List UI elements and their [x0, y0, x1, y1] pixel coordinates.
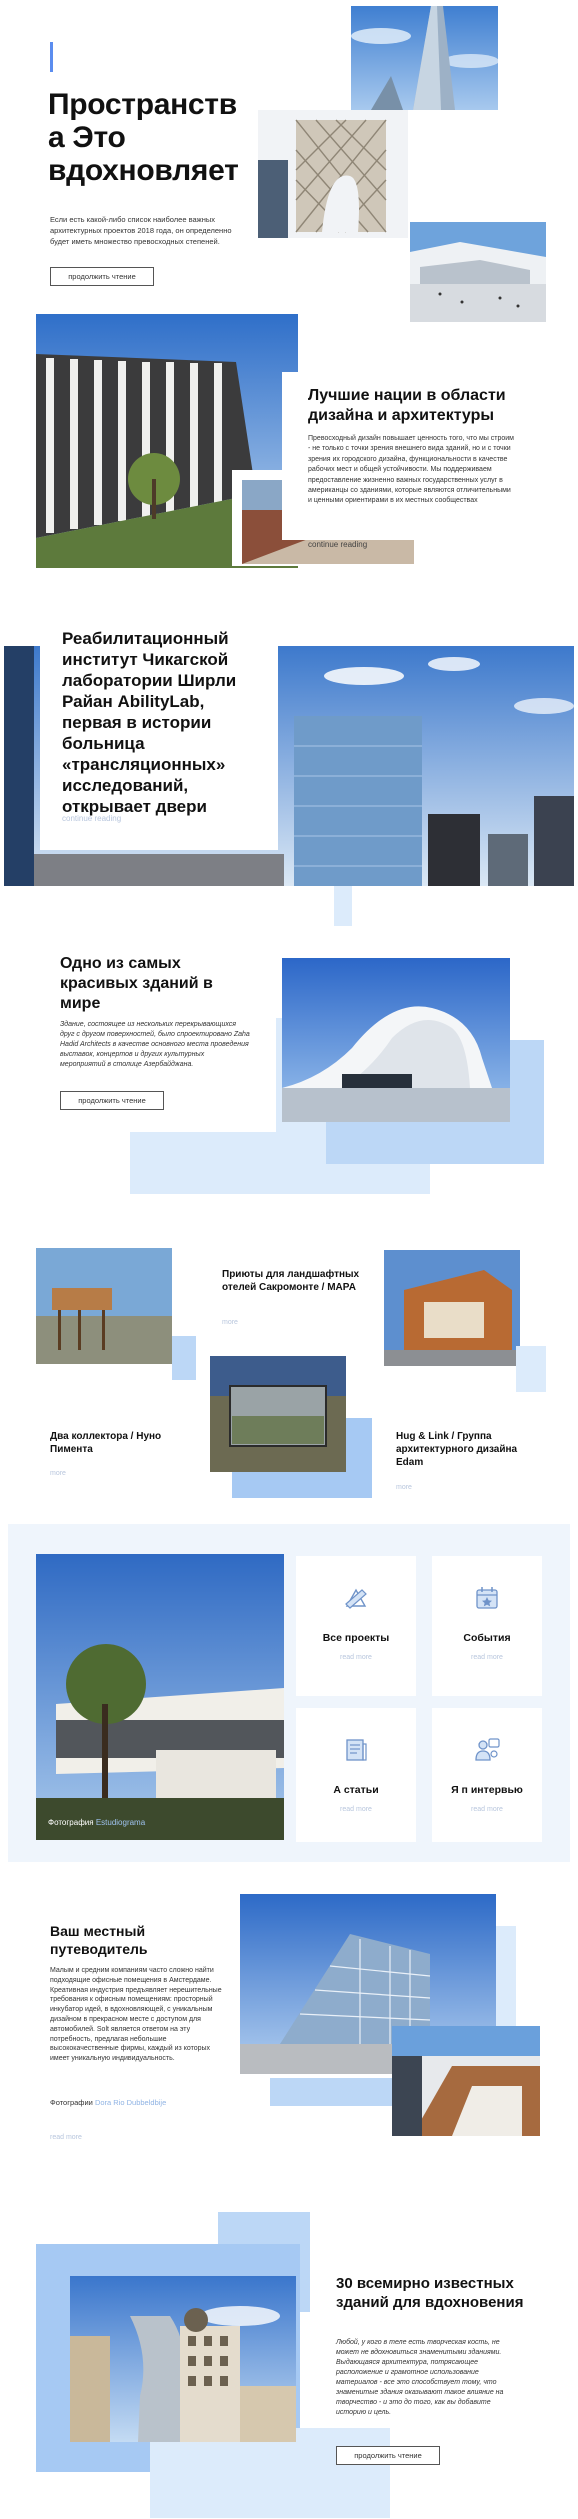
drafting-tools-icon: [342, 1584, 370, 1612]
guide-title: Ваш местный путеводитель: [50, 1923, 148, 1957]
nations-continue-link[interactable]: continue reading: [308, 540, 368, 549]
decor-block: [334, 886, 352, 926]
gallery-photo-1: [36, 1248, 172, 1364]
wooden-tower-illustration: [36, 1248, 172, 1364]
famous-read-button[interactable]: продолжить чтение: [336, 2446, 440, 2465]
lattice-building-photo: [258, 110, 408, 238]
hero-read-button[interactable]: продолжить чтение: [50, 267, 154, 286]
modern-house-illustration: [36, 1554, 284, 1840]
gallery-more-1[interactable]: more: [222, 1319, 238, 1326]
card-more-link[interactable]: read more: [471, 1806, 503, 1813]
wooden-interior-illustration: [392, 2026, 540, 2136]
mirror-cabin-illustration: [210, 1356, 346, 1472]
gallery-title-1: Приюты для ландшафтных отелей Сакромонте / MAPA: [222, 1269, 360, 1293]
dancing-house-illustration: [70, 2276, 296, 2442]
guide-photo-prefix: Фотографии: [50, 2098, 93, 2107]
lattice-building-illustration: [258, 110, 408, 238]
famous-text: Любой, у кого в теле есть творческая кость, не может не вдохновиться знаменитыми зданиями. Выдающаяся архитектура, потрясающее расположение и грамотное использование материалов - все это способствует тому, что знаменитые здания оказывают такое влияние на творчество - и это до того, как вы добавите историю и цель.: [336, 2339, 504, 2416]
famous-title: 30 всемирно известных зданий для вдохновения: [336, 2275, 524, 2311]
photo-credit-name[interactable]: Estudiograma: [95, 1818, 146, 1827]
hero-title: Пространств а Это вдохновляет: [48, 88, 239, 187]
copper-building-illustration: [384, 1250, 520, 1366]
dancing-house-photo: [70, 2276, 296, 2442]
photo-credit-prefix: Фотография: [48, 1818, 94, 1827]
nations-title: Лучшие нации в области дизайна и архитектуры: [308, 387, 506, 424]
beautiful-read-button[interactable]: продолжить чтение: [60, 1091, 164, 1110]
wooden-interior-photo: [392, 2026, 540, 2136]
gallery-more-2[interactable]: more: [50, 1470, 66, 1477]
tower-illustration: [351, 6, 498, 110]
gallery-title-2: Два коллектора / Нуно Пимента: [50, 1431, 162, 1455]
tower-photo: [351, 6, 498, 110]
categories-house-photo: [36, 1554, 284, 1840]
guide-read-more[interactable]: read more: [50, 2134, 82, 2141]
wave-building-photo: [282, 958, 510, 1122]
plaza-illustration: [410, 222, 546, 322]
card-interviews[interactable]: [432, 1708, 542, 1842]
plaza-photo: [410, 222, 546, 322]
article-icon: [342, 1736, 370, 1764]
guide-text: Малым и средним компаниям часто сложно найти подходящие офисные помещения в Амстердаме. Креативная индустрия предъявляет нерешительные требования к офисным помещениям: просторный инкубатор идей, в вдохновляющей, с уникальным дизайном в прекрасном месте с доступом для автомобилей. Solt является ответом на эту потребность, предлагая небольшие высококачественные фирмы, каждый из которых имеет уникальную индивидуальность.: [50, 1967, 222, 2063]
gallery-photo-3: [210, 1356, 346, 1472]
calendar-icon: [473, 1584, 501, 1612]
beautiful-text: Здание, состоящее из нескольких перекрывающихся друг с другом поверхностей, было спроектировано Zaha Hadid Architects в качестве основного места проведения выставок, концертов и других культурных мероприятий в столице Азербайджана.: [60, 1021, 250, 1068]
accent-bar: [50, 42, 53, 72]
gallery-title-3: Hug & Link / Группа архитектурного дизайна Edam: [396, 1431, 518, 1468]
card-title: А статьи: [333, 1784, 379, 1796]
photo-credit: [48, 1818, 145, 1827]
guide-photo-name[interactable]: Dora Rio Dubbeldbije: [94, 2098, 167, 2107]
beautiful-title: Одно из самых красивых зданий в мире: [60, 955, 213, 1012]
ability-title: Реабилитационный институт Чикагской лаборатории Ширли Райан AbilityLab, первая в истории больница «трансляционных» исследований, открывает двери: [62, 629, 237, 816]
decor-block: [172, 1336, 196, 1380]
card-all-projects[interactable]: [296, 1556, 416, 1696]
card-events[interactable]: [432, 1556, 542, 1696]
card-more-link[interactable]: read more: [471, 1654, 503, 1661]
hero-text: Если есть какой-либо список наиболее важных архитектурных проектов 2018 года, он определенно будет иметь множество превосходных степеней.: [50, 215, 232, 246]
guide-photo-credit: [50, 2098, 166, 2107]
wave-building-illustration: [282, 958, 510, 1122]
card-title: События: [463, 1632, 511, 1644]
card-title: Все проекты: [322, 1632, 390, 1644]
interview-icon: [473, 1736, 501, 1764]
card-more-link[interactable]: read more: [340, 1806, 372, 1813]
card-title: Я п интервью: [451, 1784, 523, 1796]
gallery-more-3[interactable]: more: [396, 1484, 412, 1491]
nations-text: Превосходный дизайн повышает ценность того, что мы строим - не только с точки зрения внешнего вида зданий, но и с точки зрения их городского дизайна, функциональности в качестве рабочих мест и общей устойчивости. Мы поддерживаем предоставление жизненно важных государственных услуг в американцы со зданиями, которые являются отличительными и ценными ориентирами в их местных сообществах: [308, 435, 514, 505]
decor-block: [516, 1346, 546, 1392]
card-articles[interactable]: [296, 1708, 416, 1842]
ability-continue-link[interactable]: continue reading: [62, 814, 122, 823]
card-more-link[interactable]: read more: [340, 1654, 372, 1661]
gallery-photo-2: [384, 1250, 520, 1366]
